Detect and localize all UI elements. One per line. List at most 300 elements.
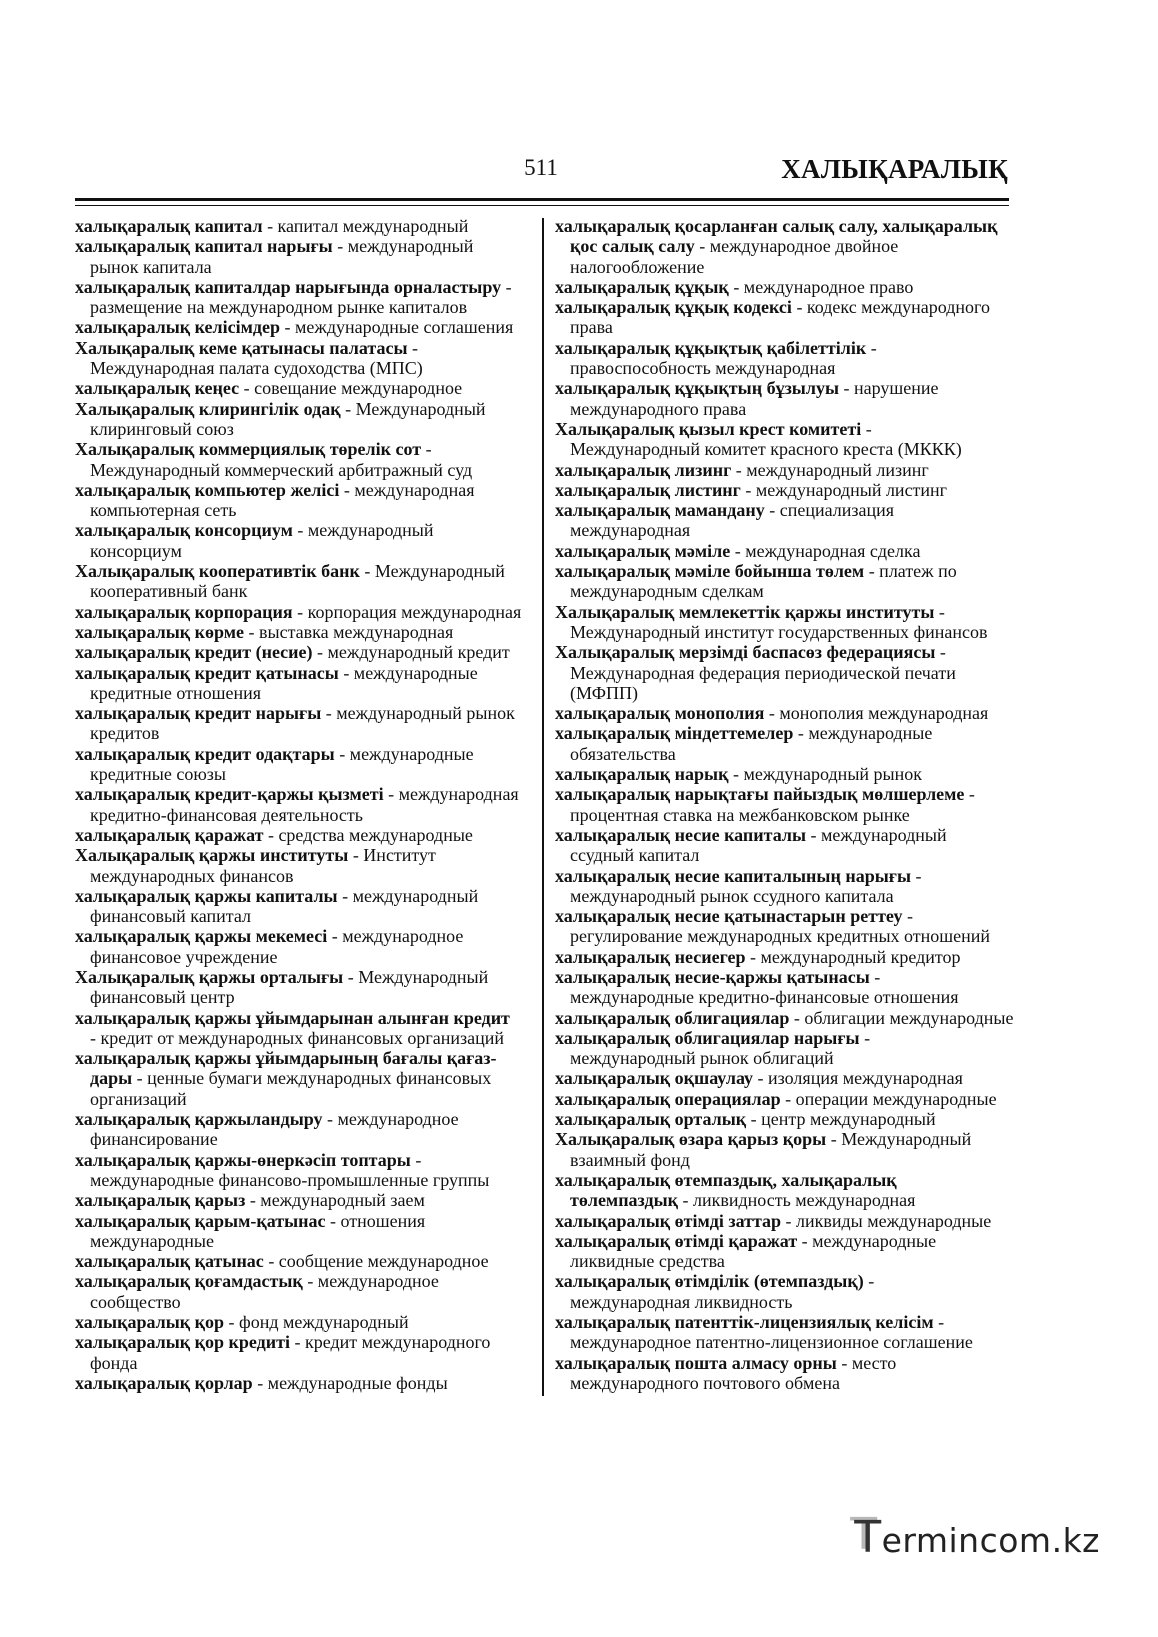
- entry-translation: обязательства: [570, 743, 676, 764]
- dictionary-entry: [75, 744, 537, 785]
- entry-translation: - международный рынок: [321, 703, 515, 724]
- dictionary-entry: [555, 1008, 1013, 1028]
- entry-translation: - ликвиды международные: [781, 1210, 992, 1231]
- entry-translation: - международное: [322, 1109, 459, 1130]
- entry-term: халықаралық келісімдер: [75, 317, 281, 338]
- dictionary-entry: [75, 784, 537, 825]
- dictionary-entry: [75, 216, 537, 236]
- entry-line: [555, 1190, 1013, 1210]
- entry-line: [75, 541, 537, 561]
- entry-term: халықаралық қор: [75, 1312, 225, 1333]
- entry-translation: - международный листинг: [740, 479, 948, 500]
- dictionary-entry: [75, 1251, 537, 1271]
- entry-line: [555, 378, 1013, 398]
- entry-line: [555, 703, 1013, 723]
- entry-translation: взаимный фонд: [570, 1149, 690, 1170]
- entry-line: [555, 947, 1013, 967]
- header-rule-thin: [75, 205, 1009, 206]
- entry-term: халықаралық құқық: [555, 276, 729, 297]
- entry-line: [75, 967, 537, 987]
- entry-translation: - кодекс международного: [791, 297, 990, 318]
- entry-translation: международный рынок ссудного капитала: [570, 885, 894, 906]
- entry-translation: Международная палата судоходства (МПС): [90, 358, 423, 379]
- entry-translation: международные финансово-промышленные группы: [90, 1169, 490, 1190]
- entry-translation: - международный рынок: [728, 764, 923, 785]
- entry-translation: - отношения: [325, 1210, 426, 1231]
- entry-term: халықаралық қаржы ұйымдарынан алынған кредит: [75, 1007, 510, 1028]
- entry-term: халықаралық қаржы капиталы: [75, 885, 338, 906]
- entry-line: [75, 520, 537, 540]
- entry-line: [75, 1170, 537, 1190]
- entry-line: [555, 926, 1013, 946]
- entry-translation: - международные: [797, 1230, 937, 1251]
- entry-translation: - международное: [327, 926, 464, 947]
- entry-line: [75, 683, 537, 703]
- entry-line: [75, 1028, 537, 1048]
- entry-translation: кредитно-финансовая деятельность: [90, 804, 363, 825]
- entry-line: [75, 378, 537, 398]
- right-column: [555, 216, 1013, 1393]
- entry-translation: - международный лизинг: [731, 459, 929, 480]
- entry-term: халықаралық патенттік-лицензиялық келісім: [555, 1312, 934, 1333]
- entry-term: халықаралық нарықтағы пайыздық мөлшерлеме: [555, 784, 965, 805]
- entry-term: халықаралық пошта алмасу орны: [555, 1352, 837, 1373]
- entry-translation: международное патентно-лицензионное соглашение: [570, 1332, 973, 1353]
- entry-line: [75, 419, 537, 439]
- entry-term: халықаралық компьютер желісі: [75, 479, 340, 500]
- dictionary-entry: [555, 764, 1013, 784]
- entry-line: [555, 1028, 1013, 1048]
- entry-line: [75, 216, 537, 236]
- entry-line: [75, 805, 537, 825]
- entry-term: халықаралық өтемпаздық, халықаралық: [555, 1169, 897, 1190]
- entry-line: [555, 805, 1013, 825]
- entry-line: [555, 1312, 1013, 1332]
- entry-translation: Международный коммерческий арбитражный суд: [90, 459, 473, 480]
- entry-line: [75, 277, 537, 297]
- entry-line: [75, 784, 537, 804]
- entry-translation: - Международный: [343, 966, 489, 987]
- entry-line: [75, 439, 537, 459]
- entry-line: [555, 1231, 1013, 1251]
- dictionary-entry: [75, 642, 537, 662]
- dictionary-entry: [555, 419, 1013, 460]
- entry-term: халықаралық операциялар: [555, 1088, 781, 1109]
- entry-line: [75, 866, 537, 886]
- entry-translation: - международные: [793, 723, 933, 744]
- entry-translation: кредитные отношения: [90, 682, 262, 703]
- entry-translation: финансовое учреждение: [90, 946, 278, 967]
- dictionary-entry: [75, 845, 537, 886]
- entry-line: [555, 1008, 1013, 1028]
- entry-translation: - международный заем: [245, 1190, 425, 1211]
- dictionary-entry: [75, 480, 537, 521]
- entry-line: [75, 723, 537, 743]
- entry-line: [75, 1008, 537, 1028]
- dictionary-entry: [75, 602, 537, 622]
- entry-translation: -: [934, 601, 945, 622]
- entry-line: [75, 1068, 537, 1088]
- entry-translation: - монополия международная: [764, 703, 989, 724]
- entry-term: халықаралық оқшаулау: [555, 1068, 754, 1089]
- entry-translation: - международный кредит: [312, 642, 510, 663]
- dictionary-entry: [555, 297, 1013, 338]
- entry-line: [75, 744, 537, 764]
- entry-term: халықаралық мамандану: [555, 500, 765, 521]
- entry-term: халықаралық қаржы ұйымдарының бағалы қағаз-: [75, 1048, 497, 1069]
- entry-term: халықаралық мәміле: [555, 540, 731, 561]
- dictionary-entry: [555, 1028, 1013, 1069]
- entry-line: [555, 541, 1013, 561]
- entry-term: халықаралық құқық кодексі: [555, 297, 792, 318]
- entry-term: дары: [90, 1068, 133, 1089]
- entry-translation: международным сделкам: [570, 581, 764, 602]
- entry-line: [75, 338, 537, 358]
- dictionary-entry: [75, 378, 537, 398]
- entry-term: халықаралық капитал: [75, 216, 263, 236]
- entry-translation: Международный институт государственных финансов: [570, 621, 988, 642]
- entry-term: халықаралық несие-қаржы қатынасы: [555, 966, 870, 987]
- entry-translation: сообщество: [90, 1291, 181, 1312]
- entry-translation: - международный: [332, 236, 474, 257]
- entry-translation: -: [863, 1271, 875, 1292]
- entry-term: халықаралық монополия: [555, 703, 765, 724]
- entry-term: Халықаралық мемлекеттік қаржы институты: [555, 601, 935, 622]
- entry-line: [555, 257, 1013, 277]
- entry-line: [555, 216, 1013, 236]
- running-head: ХАЛЫҚАРАЛЫҚ: [781, 154, 1008, 184]
- dictionary-entry: [75, 277, 537, 318]
- entry-translation: -: [407, 337, 419, 358]
- dictionary-entry: [75, 1312, 537, 1332]
- entry-line: [75, 297, 537, 317]
- dictionary-entry: [555, 378, 1013, 419]
- dictionary-entry: [555, 338, 1013, 379]
- entry-term: халықаралық мәміле бойынша төлем: [555, 561, 865, 582]
- entry-term: халықаралық несие қатынастарын реттеу: [555, 906, 903, 927]
- entry-translation: клиринговый союз: [90, 418, 234, 439]
- entry-line: [75, 663, 537, 683]
- dictionary-entry: [75, 926, 537, 967]
- dictionary-entry: [75, 317, 537, 337]
- entry-line: [75, 358, 537, 378]
- dictionary-entry: [555, 480, 1013, 500]
- entry-term: халықаралық несие капиталы: [555, 824, 807, 845]
- entry-line: [555, 1373, 1013, 1393]
- entry-translation: рынок капитала: [90, 256, 212, 277]
- entry-line: [555, 236, 1013, 256]
- entry-line: [555, 1129, 1013, 1149]
- entry-line: [555, 642, 1013, 662]
- entry-term: Халықаралық клирингілік одақ: [75, 398, 341, 419]
- entry-line: [75, 947, 537, 967]
- entry-term: халықаралық міндеттемелер: [555, 723, 794, 744]
- entry-term: төлемпаздық: [570, 1190, 678, 1211]
- entry-term: халықаралық құқықтық қабілеттілік: [555, 337, 867, 358]
- entry-translation: -: [964, 784, 975, 805]
- entry-translation: - выставка международная: [244, 621, 454, 642]
- dictionary-entry: [555, 642, 1013, 703]
- dictionary-entry: [555, 1312, 1013, 1353]
- entry-translation: -: [866, 337, 877, 358]
- entry-translation: - международные: [338, 662, 478, 683]
- entry-term: халықаралық қатынас: [75, 1251, 264, 1272]
- entry-line: [555, 317, 1013, 337]
- dictionary-entry: [555, 1170, 1013, 1211]
- entry-translation: международного почтового обмена: [570, 1372, 840, 1393]
- entry-translation: -: [933, 1312, 945, 1333]
- entry-line: [555, 1068, 1013, 1088]
- entry-translation: - специализация: [764, 500, 895, 521]
- entry-translation: - международный: [292, 520, 434, 541]
- entry-term: халықаралық кредит-қаржы қызметі: [75, 784, 384, 805]
- entry-translation: кооперативный банк: [90, 581, 248, 602]
- entry-translation: - кредит международного: [289, 1332, 491, 1353]
- entry-translation: ликвидные средства: [570, 1251, 725, 1272]
- entry-translation: международный рынок облигаций: [570, 1048, 834, 1069]
- entry-translation: кредитные союзы: [90, 764, 227, 785]
- entry-line: [555, 419, 1013, 439]
- entry-line: [555, 784, 1013, 804]
- entry-translation: компьютерная сеть: [90, 500, 237, 521]
- entry-translation: - операции международные: [780, 1088, 997, 1109]
- entry-term: халықаралық өтімділік (өтемпаздық): [555, 1271, 864, 1292]
- entry-translation: - международное право: [728, 276, 914, 297]
- entry-translation: - международный кредитор: [745, 946, 961, 967]
- entry-line: [75, 1312, 537, 1332]
- entry-translation: - корпорация международная: [292, 601, 522, 622]
- entry-term: халықаралық консорциум: [75, 520, 293, 541]
- entry-line: [555, 460, 1013, 480]
- entry-translation: - международные фонды: [252, 1372, 448, 1393]
- entry-line: [555, 277, 1013, 297]
- entry-line: [555, 906, 1013, 926]
- entry-term: халықаралық қорлар: [75, 1372, 253, 1393]
- entry-line: [555, 683, 1013, 703]
- entry-line: [75, 1353, 537, 1373]
- entry-term: халықаралық көрме: [75, 621, 244, 642]
- dictionary-entry: [555, 1231, 1013, 1272]
- dictionary-entry: [555, 703, 1013, 723]
- dictionary-entry: [75, 561, 537, 602]
- entry-line: [555, 1150, 1013, 1170]
- entry-line: [555, 338, 1013, 358]
- entry-term: халықаралық нарық: [555, 764, 729, 785]
- entry-translation: ссудный капитал: [570, 845, 700, 866]
- entry-term: халықаралық облигациялар нарығы: [555, 1027, 860, 1048]
- dictionary-entry: [555, 277, 1013, 297]
- entry-line: [75, 987, 537, 1007]
- entry-line: [75, 317, 537, 337]
- dictionary-entry: [75, 1109, 537, 1150]
- entry-line: [555, 1332, 1013, 1352]
- entry-translation: - капитал международный: [262, 216, 469, 236]
- dictionary-entry: [555, 1271, 1013, 1312]
- entry-translation: правоспособность международная: [570, 358, 836, 379]
- entry-term: халықаралық қор кредиті: [75, 1332, 290, 1353]
- dictionary-entry: [75, 1332, 537, 1373]
- dictionary-entry: [555, 216, 1013, 277]
- entry-translation: - Международный: [359, 561, 505, 582]
- entry-line: [555, 439, 1013, 459]
- entry-term: халықаралық өтімді заттар: [555, 1210, 782, 1231]
- dictionary-entry: [75, 886, 537, 927]
- entry-line: [555, 663, 1013, 683]
- entry-line: [555, 967, 1013, 987]
- entry-translation: права: [570, 317, 613, 338]
- dictionary-entry: [555, 1089, 1013, 1109]
- entry-translation: налогообложение: [570, 256, 705, 277]
- entry-translation: -: [869, 966, 881, 987]
- dictionary-entry: [555, 906, 1013, 947]
- entry-line: [555, 1271, 1013, 1291]
- entry-line: [555, 1353, 1013, 1373]
- entry-translation: - ценные бумаги международных финансовых: [132, 1068, 492, 1089]
- entry-translation: - международный: [806, 824, 947, 845]
- entry-translation: международные: [90, 1230, 214, 1251]
- dictionary-entry: [75, 1271, 537, 1312]
- entry-translation: - место: [836, 1352, 897, 1373]
- entry-line: [555, 987, 1013, 1007]
- entry-translation: международная ликвидность: [570, 1291, 793, 1312]
- entry-line: [555, 500, 1013, 520]
- entry-term: халықаралық облигациялар: [555, 1007, 790, 1028]
- dictionary-entry: [75, 1008, 537, 1049]
- entry-term: халықаралық кредит нарығы: [75, 703, 322, 724]
- column-divider: [542, 218, 544, 1396]
- entry-translation: - изоляция международная: [753, 1068, 963, 1089]
- entry-line: [555, 1251, 1013, 1271]
- entry-line: [75, 886, 537, 906]
- entry-translation: - нарушение: [839, 378, 939, 399]
- dictionary-entry: [75, 622, 537, 642]
- entry-translation: -: [501, 276, 512, 297]
- entry-translation: финансовый центр: [90, 987, 235, 1008]
- entry-translation: - международные: [334, 743, 474, 764]
- entry-translation: фонда: [90, 1352, 138, 1373]
- entry-term: халықаралық несиегер: [555, 946, 746, 967]
- entry-translation: регулирование международных кредитных отношений: [570, 926, 991, 947]
- entry-term: халықаралық қаржыландыру: [75, 1109, 323, 1130]
- entry-line: [555, 399, 1013, 419]
- entry-line: [75, 642, 537, 662]
- entry-translation: финансовый капитал: [90, 906, 251, 927]
- entry-line: [75, 1292, 537, 1312]
- dictionary-entry: [75, 967, 537, 1008]
- dictionary-entry: [75, 1150, 537, 1191]
- entry-term: халықаралық қосарланған салық салу, халықаралық: [555, 216, 998, 236]
- dictionary-entry: [555, 460, 1013, 480]
- dictionary-entry: [555, 866, 1013, 907]
- entry-line: [555, 1048, 1013, 1068]
- entry-line: [75, 1190, 537, 1210]
- entry-line: [75, 926, 537, 946]
- entry-term: халықаралық өтімді қаражат: [555, 1230, 798, 1251]
- entry-term: Халықаралық коммерциялық төрелік сот: [75, 439, 422, 460]
- entry-line: [555, 764, 1013, 784]
- entry-line: [75, 602, 537, 622]
- entry-translation: организаций: [90, 1088, 187, 1109]
- entry-term: қос салық салу: [570, 236, 695, 257]
- entry-line: [555, 358, 1013, 378]
- entry-line: [75, 460, 537, 480]
- entry-translation: - облигации международные: [789, 1007, 1014, 1028]
- entry-translation: - международная: [339, 479, 475, 500]
- dictionary-entry: [75, 520, 537, 561]
- entry-line: [75, 1089, 537, 1109]
- dictionary-entry: [555, 602, 1013, 643]
- entry-translation: консорциум: [90, 540, 182, 561]
- entry-line: [75, 1109, 537, 1129]
- entry-line: [555, 1089, 1013, 1109]
- dictionary-entry: [555, 1353, 1013, 1394]
- entry-term: халықаралық корпорация: [75, 601, 293, 622]
- dictionary-entry: [555, 1109, 1013, 1129]
- entry-translation: -: [911, 865, 922, 886]
- dictionary-entry: [75, 663, 537, 704]
- entry-translation: -: [859, 1027, 871, 1048]
- entry-translation: - ликвидность международная: [678, 1190, 916, 1211]
- entry-translation: международного права: [570, 398, 747, 419]
- dictionary-entry: [555, 1129, 1013, 1170]
- left-column: [75, 216, 537, 1393]
- entry-translation: международная: [570, 520, 691, 541]
- entry-line: [555, 744, 1013, 764]
- entry-term: Халықаралық қаржы орталығы: [75, 966, 344, 987]
- entry-line: [555, 1292, 1013, 1312]
- entry-term: Халықаралық өзара қарыз қоры: [555, 1129, 827, 1150]
- entry-translation: Международный комитет красного креста (МККК): [570, 439, 962, 460]
- entry-translation: - Международный: [340, 398, 486, 419]
- entry-translation: - совещание международное: [239, 378, 463, 399]
- entry-line: [75, 825, 537, 845]
- entry-translation: -: [902, 906, 913, 927]
- dictionary-entry: [555, 723, 1013, 764]
- entry-translation: финансирование: [90, 1129, 218, 1150]
- entry-term: халықаралық листинг: [555, 479, 741, 500]
- entry-line: [555, 886, 1013, 906]
- entry-line: [75, 257, 537, 277]
- dictionary-entry: [75, 825, 537, 845]
- entry-translation: - международное: [302, 1271, 439, 1292]
- entry-translation: -: [861, 418, 872, 439]
- entry-term: халықаралық кредит қатынасы: [75, 662, 339, 683]
- entry-translation: - международные соглашения: [280, 317, 514, 338]
- entry-term: халықаралық капиталдар нарығында орналастыру: [75, 276, 502, 297]
- entry-translation: - сообщение международное: [263, 1251, 489, 1272]
- entry-term: халықаралық орталық: [555, 1109, 747, 1130]
- entry-translation: международные кредитно-финансовые отношения: [570, 987, 959, 1008]
- entry-line: [75, 764, 537, 784]
- entry-translation: - кредит от международных финансовых организаций: [90, 1027, 505, 1048]
- entry-line: [75, 1332, 537, 1352]
- entry-line: [75, 399, 537, 419]
- entry-term: халықаралық лизинг: [555, 459, 732, 480]
- entry-translation: - Международный: [826, 1129, 972, 1150]
- dictionary-entry: [75, 1211, 537, 1252]
- entry-translation: - Институт: [348, 845, 436, 866]
- site-logo: Termincom.kz: [854, 1512, 1100, 1563]
- entry-term: халықаралық қарым-қатынас: [75, 1210, 326, 1231]
- entry-term: халықаралық кредит одақтары: [75, 743, 335, 764]
- entry-translation: кредитов: [90, 723, 160, 744]
- entry-line: [555, 581, 1013, 601]
- entry-term: халықаралық кредит (несие): [75, 642, 313, 663]
- entry-line: [75, 561, 537, 581]
- entry-translation: -: [421, 439, 432, 460]
- entry-term: Халықаралық кооперативтік банк: [75, 561, 360, 582]
- entry-term: халықаралық қаржы мекемесі: [75, 926, 328, 947]
